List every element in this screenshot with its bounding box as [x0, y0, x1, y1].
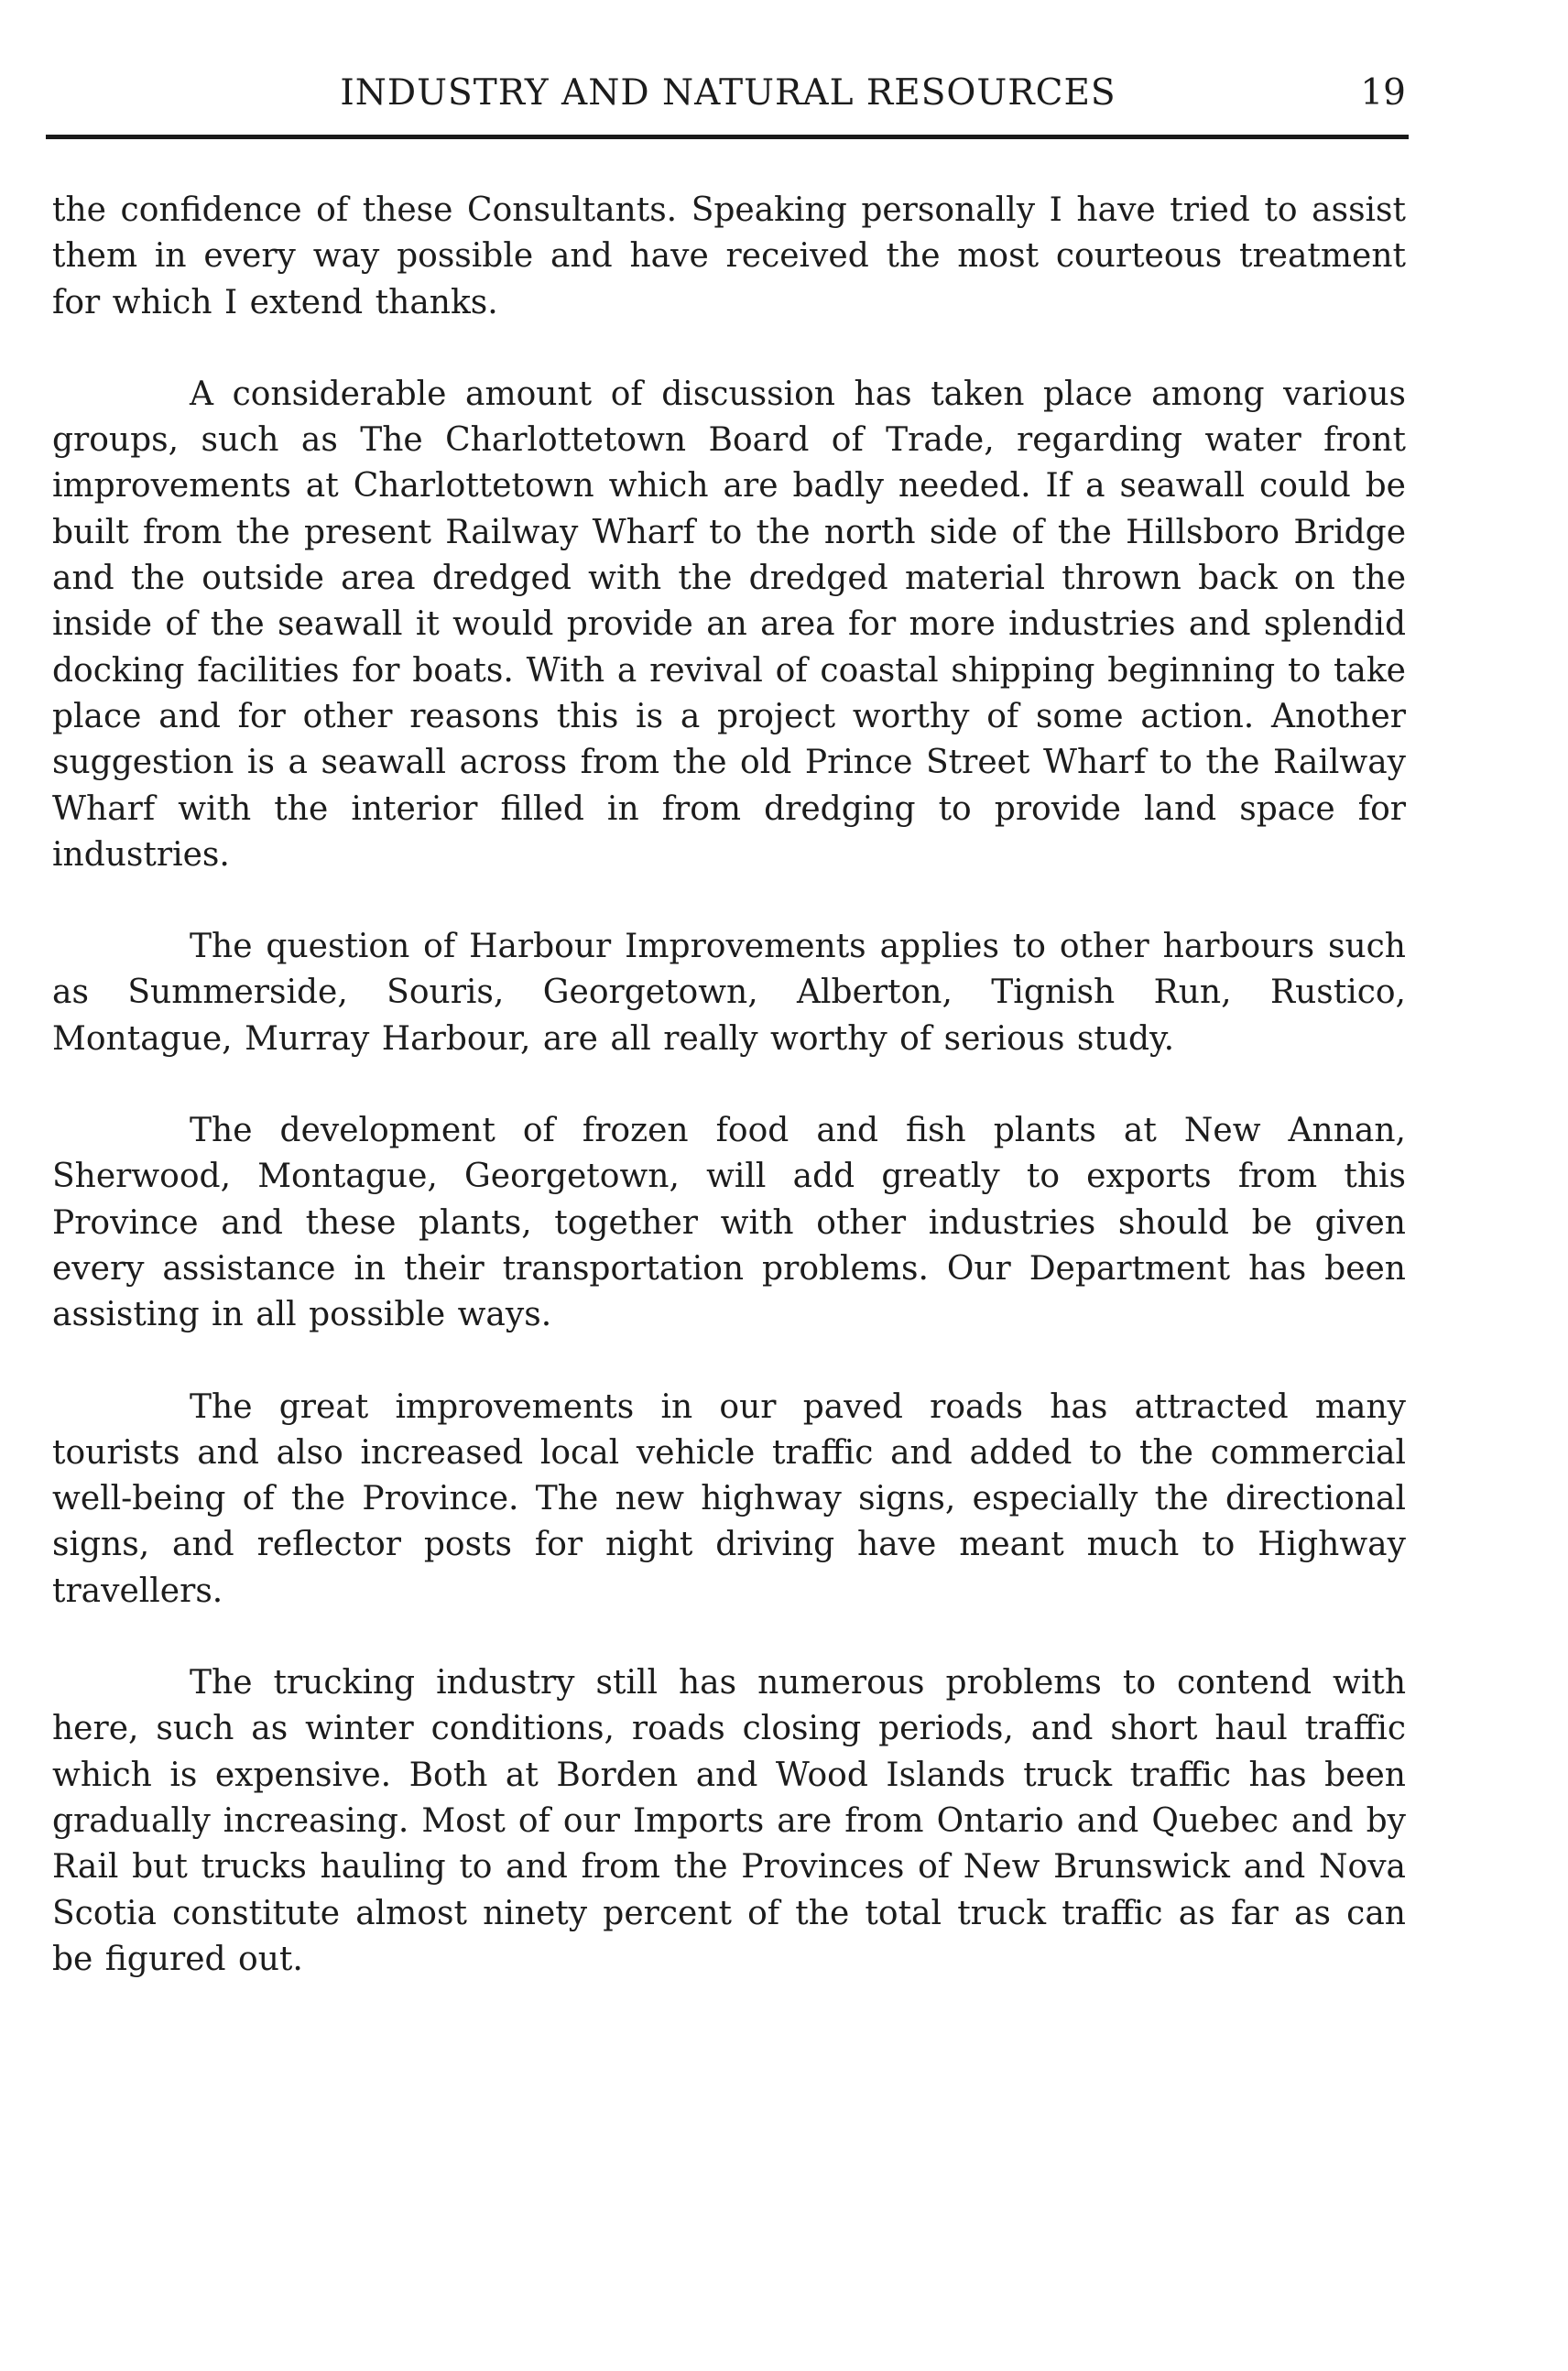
page-header	[50, 66, 1406, 121]
paragraph-food-plants: The development of frozen food and fish plants at New Annan, Sherwood, Montague, Georgetown, will add greatly to exports from this Province and these plants, together with other industries should be given every assistance in their transportation problems. Our Department has been assisting in all possible ways.	[52, 1112, 1406, 1334]
paragraph-consultants: the confidence of these Consultants. Speaking personally I have tried to assist them in every way possible and have received the most courteous treatment for which I extend thanks.	[52, 191, 1406, 321]
paragraph-waterfront: A considerable amount of discussion has taken place among various groups, such as The Charlottetown Board of Trade, regarding water front improvements at Charlottetown which are badly needed. If a seawall could be built from the present Railway Wharf to the north side of the Hillsboro Bridge and the outside area dredged with the dredged material thrown back on the inside of the seawall it would provide an area for more industries and splendid docking facilities for boats. With a revival of coastal shipping beginning to take place and for other reasons this is a project worthy of some action. Another suggestion is a seawall across from the old Prince Street Wharf to the Railway Wharf with the interior filled in from dredging to provide land space for industries.	[52, 375, 1406, 874]
header-rule	[46, 135, 1409, 139]
body-text	[52, 188, 1406, 2028]
paragraph-roads: The great improvements in our paved roads has attracted many tourists and also increased local vehicle traffic and added to the commercial well-being of the Province. The new highway signs, especially the directional signs, and reflector posts for night driving have meant much to Highway travellers.	[52, 1387, 1406, 1610]
running-title: INDUSTRY AND NATURAL RESOURCES	[340, 72, 1116, 114]
page-number: 19	[1360, 72, 1406, 114]
paragraph-harbour-improvements: The question of Harbour Improvements applies to other harbours such as Summerside, Souris, Georgetown, Alberton, Tignish Run, Rustico, Montague, Murray Harbour, are all really worthy of serious study.	[52, 928, 1406, 1058]
paragraph-trucking: The trucking industry still has numerous problems to contend with here, such as winter conditions, roads closing periods, and short haul traffic which is expensive. Both at Borden and Wood Islands truck traffic has been gradually increasing. Most of our Imports are from Ontario and Quebec and by Rail but trucks hauling to and from the Provinces of New Brunswick and Nova Scotia constitute almost ninety percent of the total truck traffic as far as can be figured out.	[52, 1664, 1406, 1978]
